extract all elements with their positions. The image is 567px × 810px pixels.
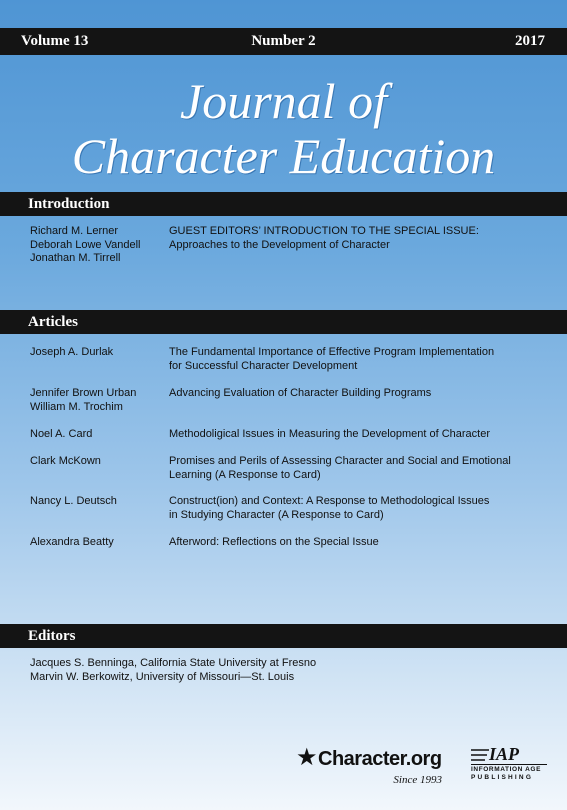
entry-title: The Fundamental Importance of Effective Program Implementation for Successful Character Development [169, 346, 495, 372]
iap-line2: PUBLISHING [471, 774, 534, 781]
entry-authors: Joseph A. Durlak [30, 346, 114, 358]
section-heading-articles: Articles [0, 310, 567, 334]
entry-title: Afterword: Reflections on the Special Issue [169, 536, 379, 548]
section-heading-editors: Editors [0, 624, 567, 648]
iap-name: IAP [489, 744, 520, 764]
year-label: 2017 [515, 33, 545, 49]
entry-authors: Alexandra Beatty [30, 536, 114, 548]
iap-logo [469, 746, 549, 796]
entry-authors: Richard M. Lerner Deborah Lowe Vandell Jonathan M. Tirrell [30, 225, 141, 264]
character-org-since: Since 1993 [393, 774, 442, 786]
iap-line1: INFORMATION AGE [471, 766, 542, 773]
issue-bar [0, 28, 567, 55]
character-org-logo [296, 746, 446, 796]
star-icon: ★ [296, 744, 318, 771]
volume-label: Volume 13 [21, 33, 89, 49]
entry-title: GUEST EDITORS’ INTRODUCTION TO THE SPECIAL ISSUE: Approaches to the Development of Character [169, 225, 479, 251]
editors-list: Jacques S. Benninga, California State University at Fresno Marvin W. Berkowitz, University of Missouri—St. Louis [30, 657, 317, 683]
entry-authors: Clark McKown [30, 455, 101, 467]
number-label: Number 2 [251, 33, 316, 49]
journal-title-line2: Character Education [71, 128, 496, 184]
entry-authors: Jennifer Brown Urban William M. Trochim [30, 387, 137, 413]
entry-title: Promises and Perils of Assessing Character and Social and Emotional Learning (A Response to Card) [169, 455, 511, 481]
section-heading-introduction: Introduction [0, 192, 567, 216]
character-org-name: Character.org [318, 748, 442, 770]
entry-authors: Nancy L. Deutsch [30, 495, 117, 507]
entry-title: Methodoligical Issues in Measuring the Development of Character [169, 428, 490, 440]
entry-title: Construct(ion) and Context: A Response to Methodological Issues in Studying Character (A Response to Card) [169, 495, 490, 521]
journal-title-line1: Journal of [180, 73, 387, 129]
entry-authors: Noel A. Card [30, 428, 93, 440]
entry-title: Advancing Evaluation of Character Building Programs [169, 387, 432, 399]
